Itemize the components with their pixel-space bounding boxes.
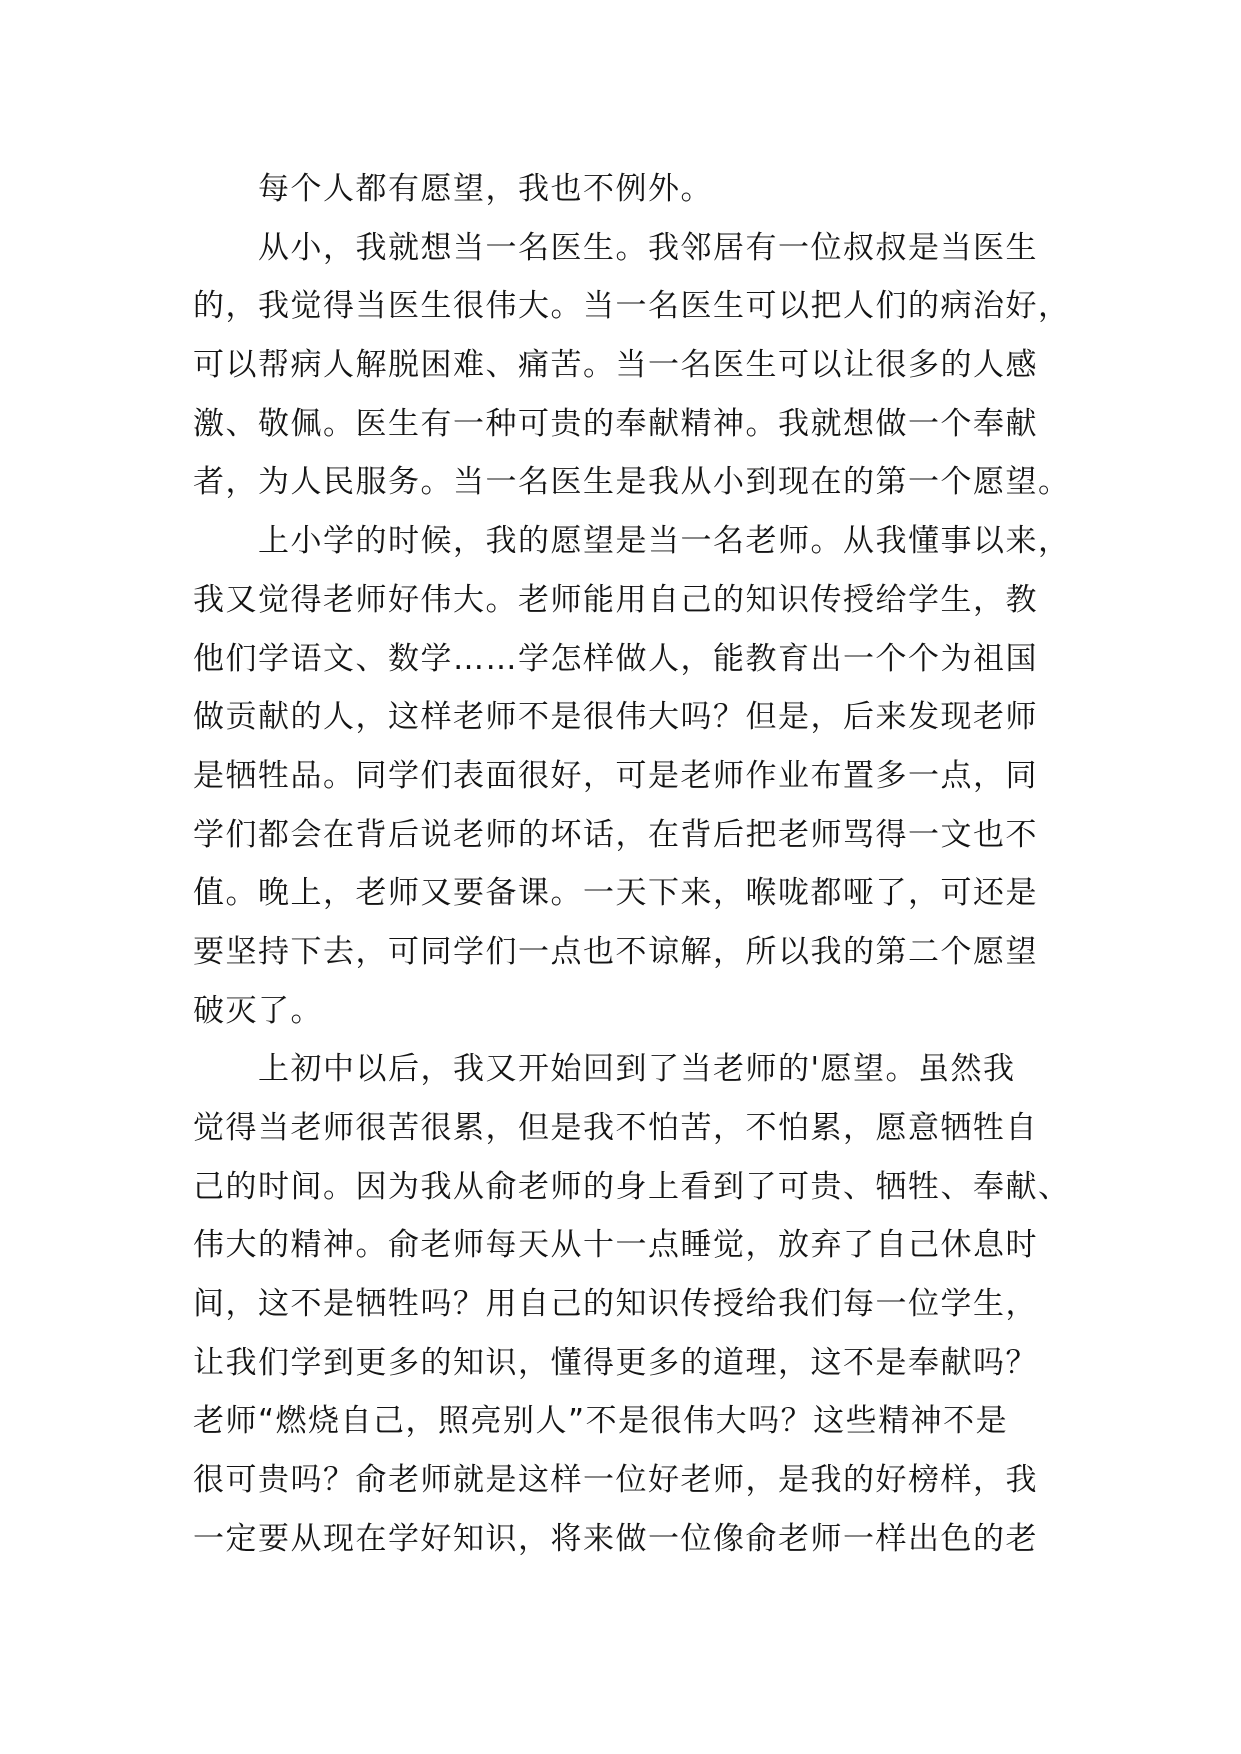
text-line: 间，这不是牺牲吗？用自己的知识传授给我们每一位学生， (193, 1286, 1038, 1323)
text-line: 觉得当老师很苦很累，但是我不怕苦，不怕累，愿意牺牲自 (193, 1110, 1038, 1146)
text-line: 老师“燃烧自己，照亮别人”不是很伟大吗？这些精神不是 (193, 1403, 1009, 1440)
text-line: 从小，我就想当一名医生。我邻居有一位叔叔是当医生 (193, 229, 1038, 266)
text-line: 他们学语文、数学……学怎样做人，能教育出一个个为祖国 (193, 640, 1038, 677)
text-line: 学们都会在背后说老师的坏话，在背后把老师骂得一文也不 (193, 816, 1038, 853)
text-line: 是牺牲品。同学们表面很好，可是老师作业布置多一点，同 (193, 757, 1038, 794)
text-line: 破灭了。 (193, 992, 323, 1029)
essay-body (193, 160, 1071, 1569)
text-line: 可以帮病人解脱困难、痛苦。当一名医生可以让很多的人感 (193, 347, 1038, 384)
text-line: 上小学的时候，我的愿望是当一名老师。从我懂事以来， (193, 523, 1071, 560)
text-line: 要坚持下去，可同学们一点也不谅解，所以我的第二个愿望 (193, 933, 1038, 970)
text-line: 者，为人民服务。当一名医生是我从小到现在的第一个愿望。 (193, 464, 1071, 501)
text-line: 做贡献的人，这样老师不是很伟大吗？但是，后来发现老师 (193, 699, 1038, 736)
text-line: 让我们学到更多的知识，懂得更多的道理，这不是奉献吗？ (193, 1344, 1038, 1381)
text-line: 一定要从现在学好知识，将来做一位像俞老师一样出色的老 (193, 1520, 1038, 1557)
text-line: 值。晚上，老师又要备课。一天下来，喉咙都哑了，可还是 (193, 875, 1038, 912)
text-line: 上初中以后，我又开始回到了当老师的'愿望。虽然我 (193, 1051, 1016, 1088)
text-line: 我又觉得老师好伟大。老师能用自己的知识传授给学生，教 (193, 581, 1038, 618)
text-line: 己的时间。因为我从俞老师的身上看到了可贵、牺牲、奉献、 (193, 1168, 1071, 1205)
text-line: 伟大的精神。俞老师每天从十一点睡觉，放弃了自己休息时 (193, 1227, 1038, 1264)
text-line: 激、敬佩。医生有一种可贵的奉献精神。我就想做一个奉献 (193, 405, 1038, 442)
text-line: 的，我觉得当医生很伟大。当一名医生可以把人们的病治好， (193, 288, 1071, 325)
text-line: 每个人都有愿望，我也不例外。 (193, 171, 713, 207)
text-line: 很可贵吗？俞老师就是这样一位好老师，是我的好榜样，我 (193, 1462, 1038, 1499)
